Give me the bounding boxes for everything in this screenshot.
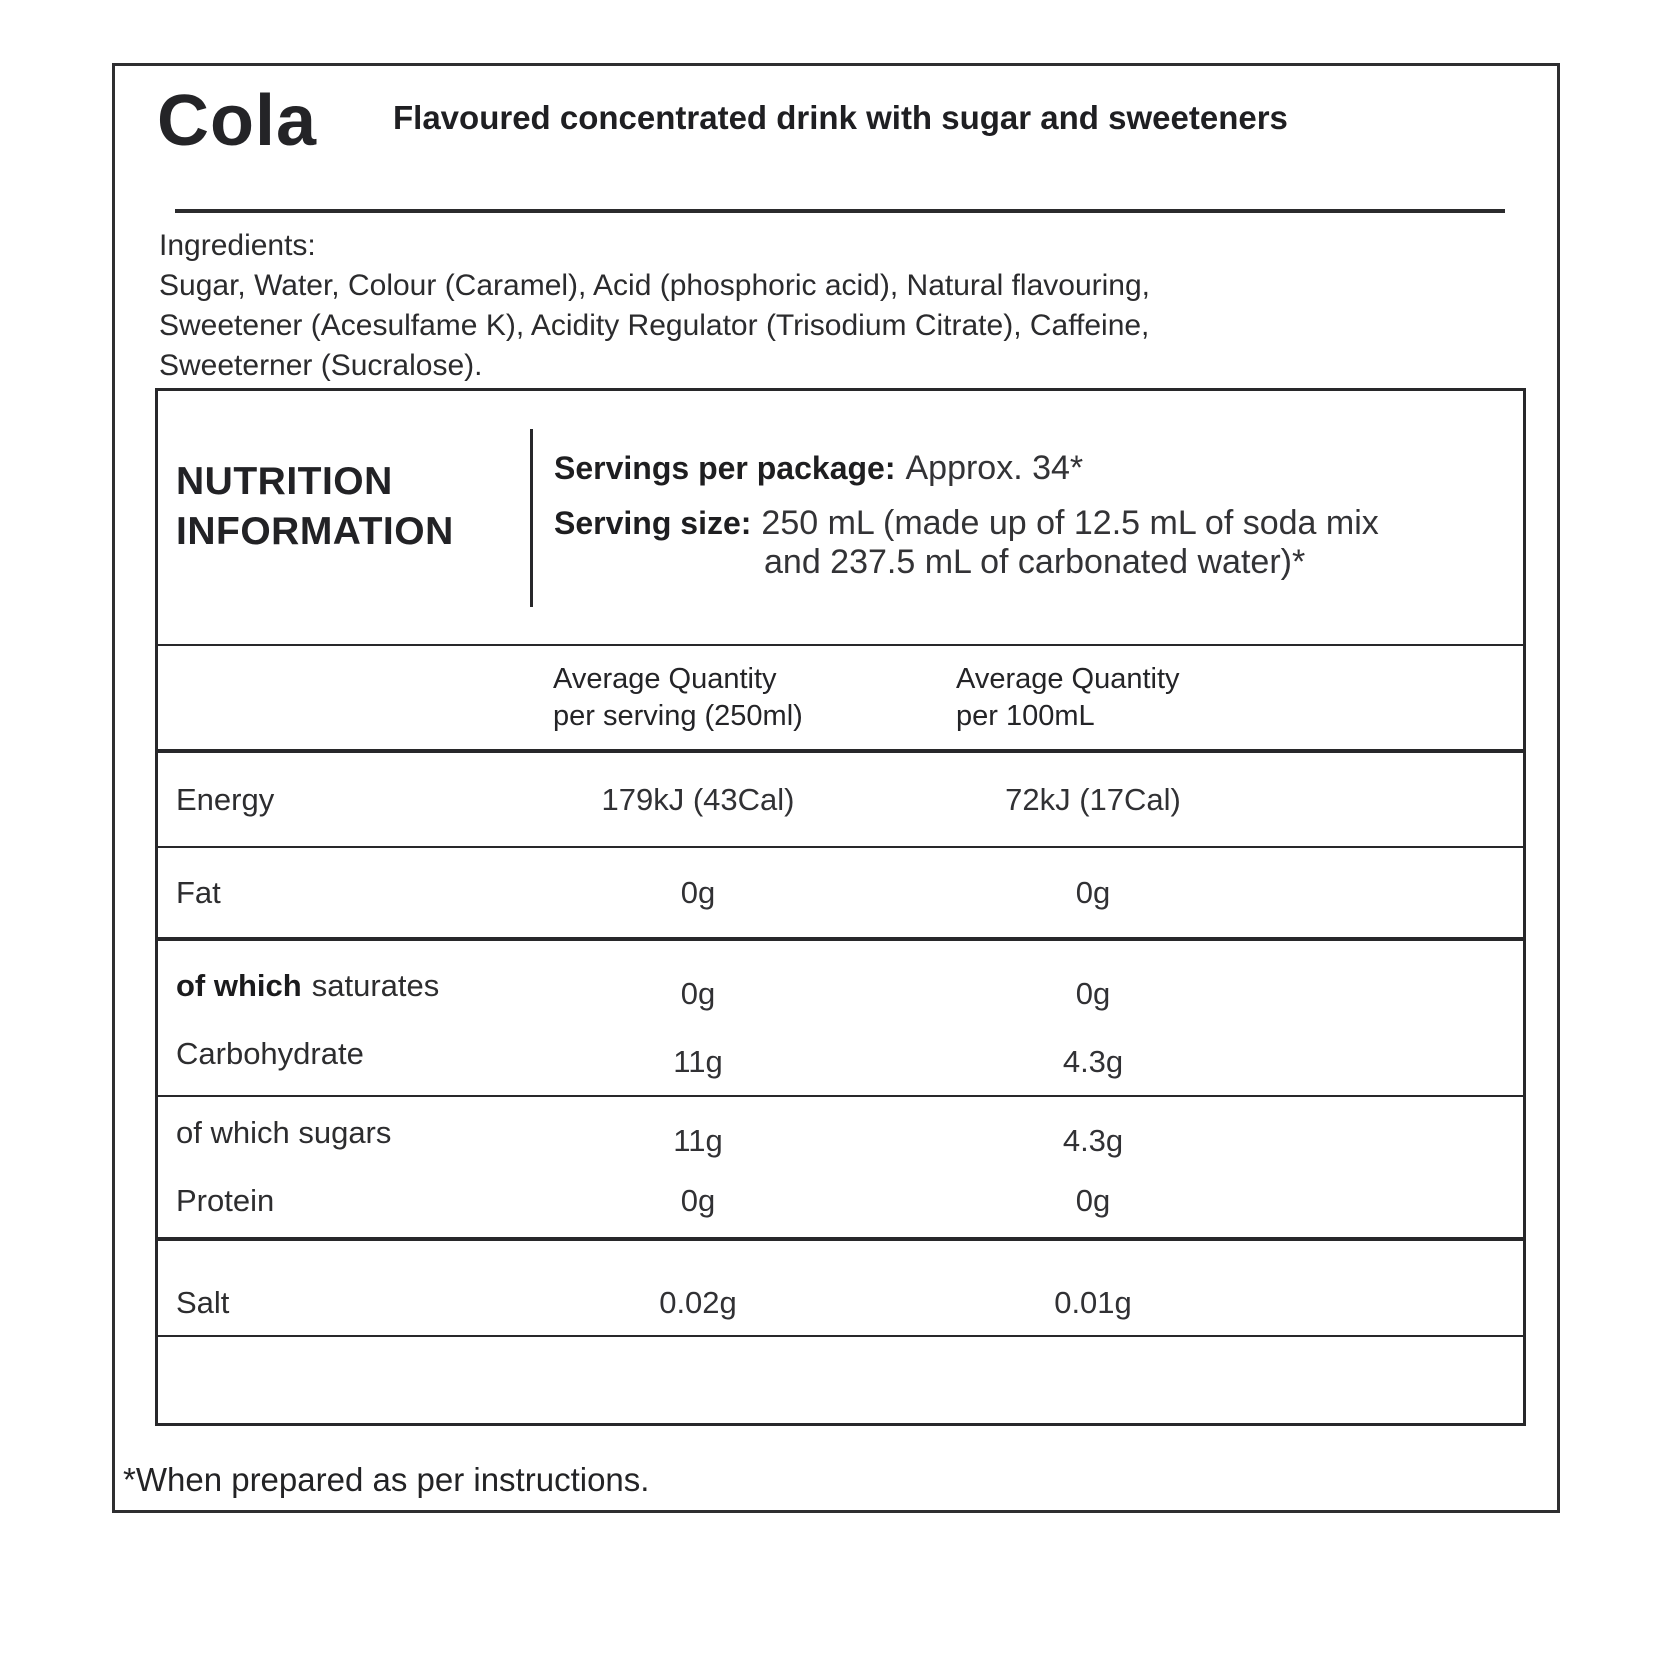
per-100ml-value: 4.3g [1062, 1044, 1124, 1079]
row-label: Salt [176, 1285, 230, 1320]
nutrition-table [155, 388, 1526, 1426]
ingredients-line: Sweetener (Acesulfame K), Acidity Regulator (Trisodium Citrate), Caffeine, [159, 309, 1150, 342]
row-label: Carbohydrate [176, 1036, 364, 1071]
per-100ml-column-header [868, 661, 1318, 735]
product-description: Flavoured concentrated drink with sugar and sweeteners [393, 99, 1288, 136]
servings-per-package-value: Approx. 34* [905, 449, 1084, 487]
row-label [158, 968, 528, 1004]
table-row-sugars [158, 1101, 1523, 1165]
serving-size-value: 250 mL (made up of 12.5 mL of soda mix [761, 504, 1379, 542]
per-serving-value: 0g [680, 976, 716, 1011]
header-divider [175, 209, 1505, 213]
per-serving-value: 0g [680, 1183, 716, 1218]
table-row-carbohydrate [158, 1017, 1523, 1091]
table-section-sugars-protein [158, 1097, 1523, 1241]
column-headers-row [158, 646, 1523, 753]
row-label-rest: saturates [311, 968, 440, 1003]
nutrition-information-title [176, 457, 454, 557]
per-100ml-value: 0.01g [1054, 1285, 1132, 1320]
serving-size-label: Serving size: [554, 505, 752, 541]
serving-size [554, 504, 1379, 543]
table-row-salt [158, 1241, 1523, 1337]
nutrition-title-line: INFORMATION [176, 510, 454, 553]
per-100ml-value: 0g [1075, 1183, 1111, 1218]
ingredients-section [159, 226, 1150, 386]
per-serving-value: 0.02g [659, 1285, 737, 1320]
product-label [112, 63, 1560, 1513]
per-serving-value: 179kJ (43Cal) [601, 781, 795, 817]
per-serving-value: 11g [673, 1123, 723, 1158]
per-100ml-header-line: Average Quantity [956, 662, 1180, 695]
preparation-footnote: *When prepared as per instructions. [123, 1461, 650, 1498]
serving-details [554, 449, 1379, 582]
per-serving-column-header [528, 661, 868, 735]
nutrition-title-line: NUTRITION [176, 460, 393, 503]
per-serving-value: 0g [680, 874, 716, 910]
per-100ml-header-line: per 100mL [956, 699, 1095, 732]
table-row-saturates [158, 955, 1523, 1017]
per-100ml-value: 72kJ (17Cal) [1005, 781, 1181, 817]
row-label: Fat [176, 874, 221, 910]
servings-per-package [554, 449, 1379, 488]
per-100ml-value: 0g [1075, 874, 1111, 910]
row-label: Energy [176, 781, 275, 817]
servings-per-package-label: Servings per package: [554, 450, 896, 486]
vertical-divider [530, 429, 533, 607]
nutrition-table-header [158, 391, 1523, 646]
per-serving-header-line: Average Quantity [553, 662, 777, 695]
table-row-protein [158, 1165, 1523, 1237]
empty-table-row [158, 1337, 1523, 1423]
per-serving-header-line: per serving (250ml) [553, 699, 803, 732]
ingredients-heading: Ingredients: [159, 229, 316, 262]
per-100ml-value: 0g [1075, 976, 1111, 1011]
ingredients-line: Sweeterner (Sucralose). [159, 349, 483, 382]
per-100ml-value: 4.3g [1062, 1123, 1124, 1158]
table-row-energy [158, 753, 1523, 848]
table-section-saturates-carbohydrate [158, 941, 1523, 1097]
table-row-fat [158, 848, 1523, 941]
brand-name: Cola [157, 81, 318, 161]
serving-size-value-continued: and 237.5 mL of carbonated water)* [764, 543, 1306, 581]
row-label: of which sugars [176, 1115, 392, 1150]
row-label-prefix: of which [176, 968, 302, 1003]
row-label: Protein [176, 1183, 275, 1218]
ingredients-line: Sugar, Water, Colour (Caramel), Acid (phosphoric acid), Natural flavouring, [159, 269, 1150, 302]
per-serving-value: 11g [673, 1044, 723, 1079]
